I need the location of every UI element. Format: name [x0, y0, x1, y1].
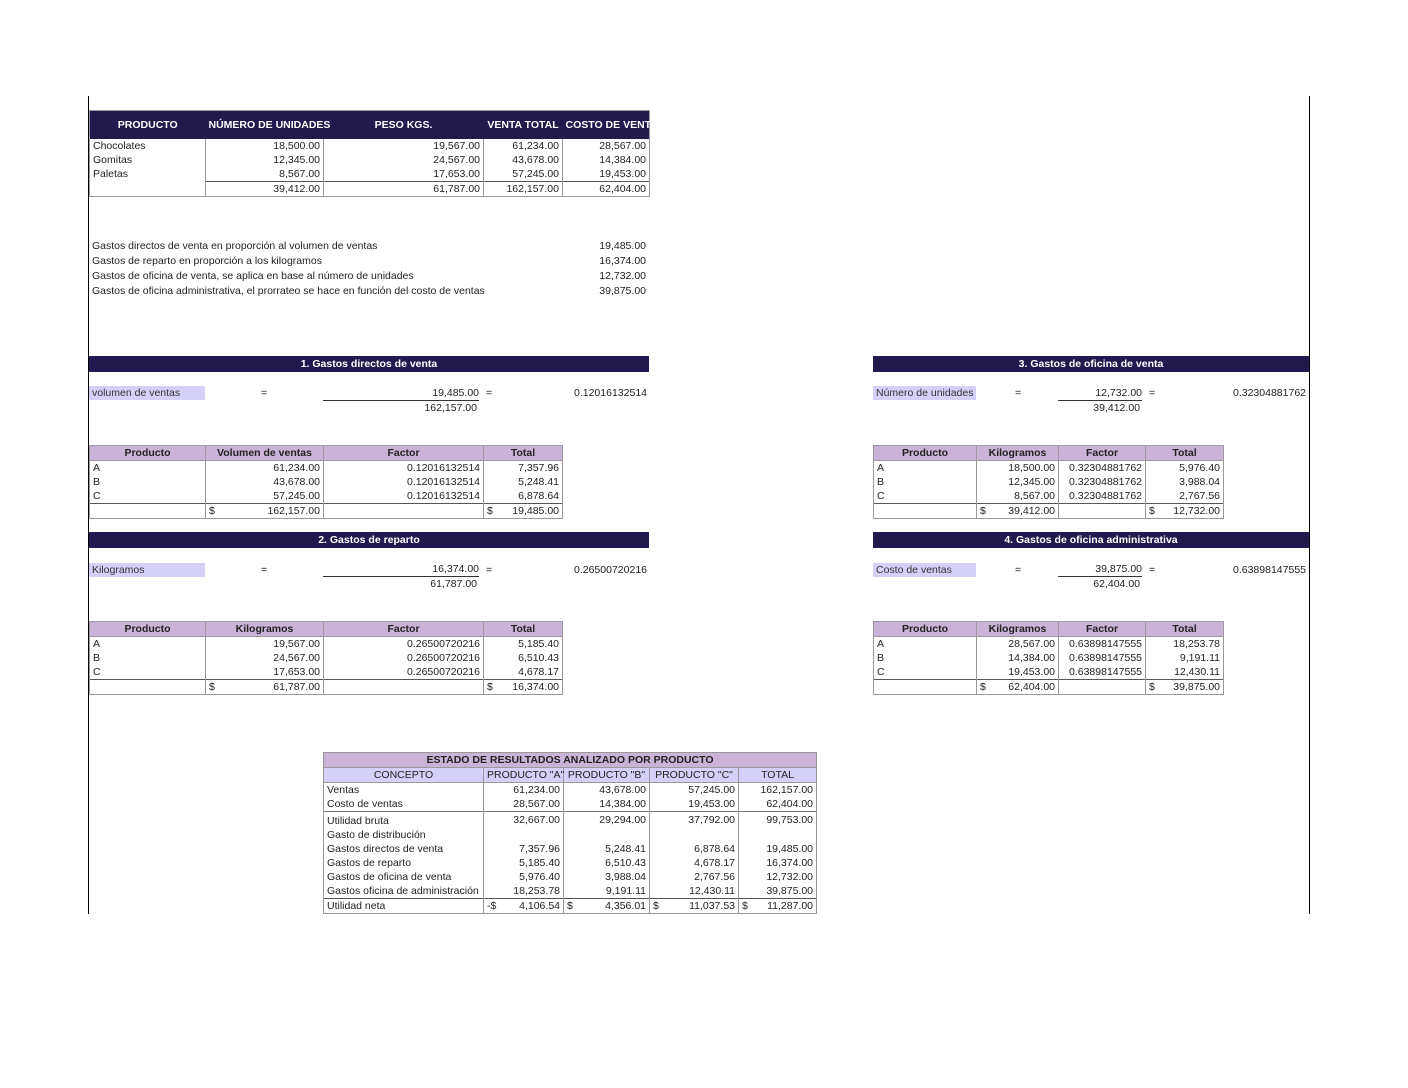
formula-label: volumen de ventas — [89, 386, 205, 400]
net-value: 4,106.54 — [519, 900, 560, 912]
totals-row — [874, 680, 1224, 695]
formula-numerator: 19,485.00 — [323, 386, 479, 401]
expense-label: Gastos de oficina administrativa, el prorrateo se hace en función del costo de ventas — [92, 285, 485, 297]
cell: 29,294.00 — [564, 812, 650, 829]
net-income-row — [324, 899, 817, 914]
currency-sign: $ — [209, 505, 215, 517]
cell: 43,678.00 — [564, 783, 650, 798]
total-value: 162,157.00 — [267, 505, 320, 517]
cell: 19,485.00 — [739, 842, 817, 856]
expense-value: 12,732.00 — [599, 270, 646, 282]
cell: 0.26500720216 — [324, 665, 484, 680]
table-row — [324, 797, 817, 812]
cell: 0.12016132514 — [324, 489, 484, 504]
cell: 57,245.00 — [484, 167, 563, 182]
equals-sign: = — [1015, 387, 1022, 399]
column-header: Total — [1146, 622, 1224, 637]
products-header: PRODUCTO — [90, 111, 206, 140]
income-statement-table — [323, 752, 817, 914]
formula-result: 0.26500720216 — [574, 564, 647, 576]
net-value: 11,037.53 — [689, 900, 735, 912]
total-value: 16,374.00 — [512, 681, 559, 693]
cell: 8,567.00 — [977, 489, 1059, 504]
table-row — [90, 651, 563, 665]
section-title: 3. Gastos de oficina de venta — [873, 356, 1309, 372]
table-row — [90, 489, 563, 504]
currency-sign: $ — [1149, 505, 1155, 517]
cell — [739, 828, 817, 842]
equals-sign: = — [1149, 564, 1156, 576]
formula-result: 0.32304881762 — [1233, 387, 1306, 399]
table-row — [874, 461, 1224, 476]
cell: 8,567.00 — [206, 167, 324, 182]
cell — [324, 504, 484, 519]
column-header: Volumen de ventas — [206, 446, 324, 461]
cell: 5,185.40 — [484, 856, 564, 870]
expense-label: Gastos de reparto en proporción a los kilogramos — [92, 255, 322, 267]
cell: 18,500.00 — [977, 461, 1059, 476]
currency-sign: $ — [653, 900, 659, 912]
expense-label: Gastos de oficina de venta, se aplica en base al número de unidades — [92, 270, 414, 282]
cell — [1146, 504, 1224, 519]
table-row — [874, 637, 1224, 652]
income-statement-title: ESTADO DE RESULTADOS ANALIZADO POR PRODUCTO — [324, 753, 817, 768]
cell: A — [874, 637, 977, 652]
cell: B — [90, 475, 206, 489]
cell: 57,245.00 — [206, 489, 324, 504]
cell: 19,453.00 — [977, 665, 1059, 680]
cell: Costo de ventas — [324, 797, 484, 812]
table-row — [90, 153, 650, 167]
cell: 43,678.00 — [484, 153, 563, 167]
cell: 18,253.78 — [1146, 637, 1224, 652]
cell: 9,191.11 — [1146, 651, 1224, 665]
formula-numerator: 39,875.00 — [1058, 562, 1142, 577]
cell — [206, 680, 324, 695]
list-item — [89, 254, 649, 269]
cell: 5,976.40 — [1146, 461, 1224, 476]
cell: Gomitas — [90, 153, 206, 167]
page-border-right — [1309, 96, 1310, 914]
cell — [650, 828, 739, 842]
cell: 3,988.04 — [1146, 475, 1224, 489]
totals-row — [90, 504, 563, 519]
cell: 99,753.00 — [739, 812, 817, 829]
column-header: Factor — [324, 622, 484, 637]
cell: Gastos de reparto — [324, 856, 484, 870]
cell: Ventas — [324, 783, 484, 798]
equals-sign: = — [1149, 387, 1156, 399]
cell: 62,404.00 — [739, 797, 817, 812]
expense-label: Gastos directos de venta en proporción al volumen de ventas — [92, 240, 378, 252]
cell: 14,384.00 — [563, 153, 650, 167]
column-header: Factor — [324, 446, 484, 461]
cell — [484, 899, 564, 914]
cell: 0.12016132514 — [324, 475, 484, 489]
cell: 43,678.00 — [206, 475, 324, 489]
cell: 18,253.78 — [484, 884, 564, 899]
cell: 39,875.00 — [739, 884, 817, 899]
table-row — [874, 651, 1224, 665]
cell: 4,678.17 — [484, 665, 563, 680]
cell: 3,988.04 — [564, 870, 650, 884]
cell: B — [874, 651, 977, 665]
cell — [1059, 680, 1146, 695]
cell: 6,878.64 — [650, 842, 739, 856]
cell: 12,430.11 — [1146, 665, 1224, 680]
net-value: 11,287.00 — [767, 900, 814, 912]
table-row — [874, 489, 1224, 504]
currency-sign: -$ — [487, 900, 497, 912]
total-value: 19,485.00 — [512, 505, 559, 517]
column-header: Total — [484, 622, 563, 637]
cell: 162,157.00 — [739, 783, 817, 798]
cell: Gastos de oficina de venta — [324, 870, 484, 884]
table-row — [324, 884, 817, 899]
list-item — [89, 269, 649, 284]
table-row — [874, 475, 1224, 489]
cell — [206, 504, 324, 519]
cell — [324, 680, 484, 695]
cell — [1146, 680, 1224, 695]
cell: 5,248.41 — [484, 475, 563, 489]
products-header: PESO KGS. — [324, 111, 484, 140]
cell: Utilidad bruta — [324, 812, 484, 829]
currency-sign: $ — [487, 505, 493, 517]
equals-sign: = — [261, 564, 268, 576]
table-row — [90, 139, 650, 153]
cell: Utilidad neta — [324, 899, 484, 914]
cell: 4,678.17 — [650, 856, 739, 870]
cell: C — [874, 665, 977, 680]
cell: 19,453.00 — [650, 797, 739, 812]
totals-row — [90, 680, 563, 695]
section-title: 1. Gastos directos de venta — [89, 356, 649, 372]
cell: 39,412.00 — [206, 182, 324, 197]
cell: 28,567.00 — [563, 139, 650, 153]
table-row — [324, 856, 817, 870]
cell — [564, 899, 650, 914]
column-header: Kilogramos — [977, 622, 1059, 637]
cell: 162,157.00 — [484, 182, 563, 197]
cell: 6,510.43 — [564, 856, 650, 870]
equals-sign: = — [486, 564, 493, 576]
column-header: Producto — [874, 622, 977, 637]
formula-label: Kilogramos — [89, 563, 205, 577]
cell — [484, 680, 563, 695]
totals-row — [90, 182, 650, 197]
cell: 17,653.00 — [324, 167, 484, 182]
cell — [874, 504, 977, 519]
cell: C — [874, 489, 977, 504]
cell: 12,345.00 — [206, 153, 324, 167]
cell: 5,248.41 — [564, 842, 650, 856]
cell — [874, 680, 977, 695]
products-header: NÚMERO DE UNIDADES — [206, 111, 324, 140]
cell: 62,404.00 — [563, 182, 650, 197]
cell: A — [90, 461, 206, 476]
equals-sign: = — [1015, 564, 1022, 576]
cell: Paletas — [90, 167, 206, 182]
formula-denominator: 39,412.00 — [1093, 402, 1140, 414]
list-item — [89, 284, 649, 299]
list-item — [89, 239, 649, 254]
currency-sign: $ — [209, 681, 215, 693]
cell: 14,384.00 — [977, 651, 1059, 665]
column-header: Producto — [874, 446, 977, 461]
column-header: PRODUCTO "B" — [564, 768, 650, 783]
expense-value: 19,485.00 — [599, 240, 646, 252]
products-header: COSTO DE VENTAS — [563, 111, 650, 140]
cell: 0.12016132514 — [324, 461, 484, 476]
cell: 5,976.40 — [484, 870, 564, 884]
cell — [977, 504, 1059, 519]
formula-result: 0.63898147555 — [1233, 564, 1306, 576]
cell: Chocolates — [90, 139, 206, 153]
cell: 12,345.00 — [977, 475, 1059, 489]
column-header: Kilogramos — [977, 446, 1059, 461]
cell: 61,234.00 — [484, 783, 564, 798]
currency-sign: $ — [980, 505, 986, 517]
cell: 19,567.00 — [324, 139, 484, 153]
table-row — [324, 812, 817, 829]
cell: 0.32304881762 — [1059, 475, 1146, 489]
cell — [90, 680, 206, 695]
cell — [1059, 504, 1146, 519]
cell: 7,357.96 — [484, 461, 563, 476]
cell: 0.63898147555 — [1059, 665, 1146, 680]
total-value: 39,412.00 — [1008, 505, 1055, 517]
column-header: Producto — [90, 622, 206, 637]
factor-table-3 — [873, 445, 1224, 519]
cell: 19,567.00 — [206, 637, 324, 652]
cell: 37,792.00 — [650, 812, 739, 829]
cell: A — [90, 637, 206, 652]
cell: B — [90, 651, 206, 665]
factor-table-4 — [873, 621, 1224, 695]
column-header: Kilogramos — [206, 622, 324, 637]
cell: 2,767.56 — [1146, 489, 1224, 504]
cell — [90, 504, 206, 519]
cell: 61,234.00 — [484, 139, 563, 153]
cell — [739, 899, 817, 914]
cell: 0.63898147555 — [1059, 651, 1146, 665]
section-title: 2. Gastos de reparto — [89, 532, 649, 548]
equals-sign: = — [261, 387, 268, 399]
factor-table-1 — [89, 445, 563, 519]
cell — [650, 899, 739, 914]
currency-sign: $ — [980, 681, 986, 693]
column-header: Total — [1146, 446, 1224, 461]
cell: 19,453.00 — [563, 167, 650, 182]
formula-numerator: 16,374.00 — [323, 562, 479, 577]
currency-sign: $ — [1149, 681, 1155, 693]
formula-denominator: 61,787.00 — [430, 578, 477, 590]
column-header: PRODUCTO "C" — [650, 768, 739, 783]
products-table — [89, 110, 665, 197]
cell: 5,185.40 — [484, 637, 563, 652]
formula-denominator: 62,404.00 — [1093, 578, 1140, 590]
table-row — [324, 828, 817, 842]
cell: 17,653.00 — [206, 665, 324, 680]
total-value: 39,875.00 — [1173, 681, 1220, 693]
formula-label: Costo de ventas — [873, 563, 976, 577]
column-header: Producto — [90, 446, 206, 461]
cell: B — [874, 475, 977, 489]
expense-value: 39,875.00 — [599, 285, 646, 297]
table-row — [324, 842, 817, 856]
products-header: VENTA TOTAL — [484, 111, 563, 140]
cell: 2,767.56 — [650, 870, 739, 884]
cell: Gastos oficina de administración — [324, 884, 484, 899]
expense-value: 16,374.00 — [599, 255, 646, 267]
cell: 0.32304881762 — [1059, 489, 1146, 504]
cell: 61,787.00 — [324, 182, 484, 197]
table-row — [874, 665, 1224, 680]
formula-label: Número de unidades — [873, 386, 976, 400]
cell: 7,357.96 — [484, 842, 564, 856]
cell: 24,567.00 — [206, 651, 324, 665]
totals-row — [874, 504, 1224, 519]
cell: C — [90, 489, 206, 504]
column-header: Total — [484, 446, 563, 461]
total-value: 61,787.00 — [273, 681, 320, 693]
equals-sign: = — [486, 387, 493, 399]
cell: 0.32304881762 — [1059, 461, 1146, 476]
section-title: 4. Gastos de oficina administrativa — [873, 532, 1309, 548]
table-row — [324, 783, 817, 798]
total-value: 62,404.00 — [1008, 681, 1055, 693]
table-row — [90, 637, 563, 652]
cell: 14,384.00 — [564, 797, 650, 812]
total-value: 12,732.00 — [1173, 505, 1220, 517]
cell: 28,567.00 — [484, 797, 564, 812]
cell — [484, 504, 563, 519]
formula-result: 0.12016132514 — [574, 387, 647, 399]
expenses-list — [89, 239, 649, 299]
cell: 12,732.00 — [739, 870, 817, 884]
formula-numerator: 12,732.00 — [1058, 386, 1142, 401]
currency-sign: $ — [567, 900, 573, 912]
column-header: PRODUCTO "A" — [484, 768, 564, 783]
cell: 28,567.00 — [977, 637, 1059, 652]
cell: 32,667.00 — [484, 812, 564, 829]
cell: 9,191.11 — [564, 884, 650, 899]
table-row — [90, 475, 563, 489]
cell: 0.26500720216 — [324, 651, 484, 665]
currency-sign: $ — [487, 681, 493, 693]
cell: 0.63898147555 — [1059, 637, 1146, 652]
cell: C — [90, 665, 206, 680]
column-header: TOTAL — [739, 768, 817, 783]
cell: 12,430.11 — [650, 884, 739, 899]
column-header: Factor — [1059, 622, 1146, 637]
cell — [90, 182, 206, 197]
net-value: 4,356.01 — [605, 900, 646, 912]
cell: 61,234.00 — [206, 461, 324, 476]
currency-sign: $ — [742, 900, 748, 912]
column-header: CONCEPTO — [324, 768, 484, 783]
table-row — [90, 167, 650, 182]
cell: 24,567.00 — [324, 153, 484, 167]
cell — [977, 680, 1059, 695]
table-row — [90, 461, 563, 476]
factor-table-2 — [89, 621, 563, 695]
cell: Gastos directos de venta — [324, 842, 484, 856]
cell: 6,510.43 — [484, 651, 563, 665]
cell: 57,245.00 — [650, 783, 739, 798]
cell: Gasto de distribución — [324, 828, 484, 842]
formula-denominator: 162,157.00 — [424, 402, 477, 414]
table-row — [90, 665, 563, 680]
column-header: Factor — [1059, 446, 1146, 461]
cell: 16,374.00 — [739, 856, 817, 870]
cell: 18,500.00 — [206, 139, 324, 153]
cell: A — [874, 461, 977, 476]
cell — [484, 828, 564, 842]
cell: 6,878.64 — [484, 489, 563, 504]
table-row — [324, 870, 817, 884]
cell: 0.26500720216 — [324, 637, 484, 652]
cell — [564, 828, 650, 842]
